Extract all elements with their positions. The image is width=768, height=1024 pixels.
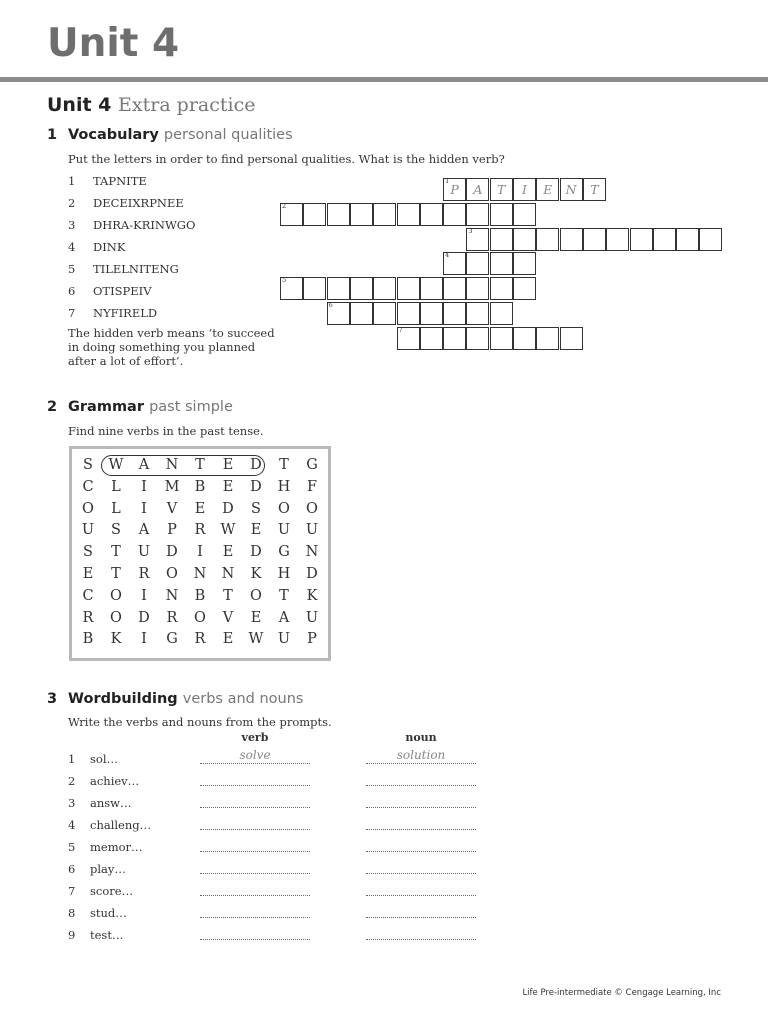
header-rule bbox=[0, 77, 768, 82]
word-search-letter[interactable]: L bbox=[111, 500, 121, 517]
crossword-cell[interactable] bbox=[466, 277, 489, 300]
word-search-letter[interactable]: O bbox=[278, 500, 290, 517]
noun-answer-field[interactable] bbox=[366, 881, 476, 896]
word-search-letter[interactable]: R bbox=[82, 609, 94, 626]
wordbuilding-prompt bbox=[68, 840, 143, 854]
word-search-letter[interactable]: M bbox=[164, 478, 180, 495]
crossword-cell[interactable] bbox=[560, 327, 583, 350]
word-search-letter[interactable]: W bbox=[220, 522, 236, 539]
word-search-letter[interactable]: C bbox=[82, 587, 94, 604]
crossword-cell[interactable] bbox=[630, 228, 653, 251]
word-search-letter[interactable]: T bbox=[279, 587, 289, 604]
word-search-letter[interactable]: R bbox=[194, 631, 206, 648]
crossword-cell[interactable] bbox=[303, 277, 326, 300]
verb-column-header: verb bbox=[241, 731, 269, 744]
crossword-cell[interactable] bbox=[536, 178, 559, 201]
crossword-cell[interactable] bbox=[397, 327, 420, 350]
word-search-letter[interactable]: S bbox=[83, 457, 93, 473]
noun-answer-field[interactable] bbox=[366, 903, 476, 918]
word-search-letter[interactable]: A bbox=[138, 457, 150, 473]
unit-title: Unit 4 bbox=[47, 21, 180, 66]
crossword-cell[interactable] bbox=[350, 302, 373, 325]
crossword-cell[interactable] bbox=[513, 327, 536, 350]
prompt-text: achiev… bbox=[90, 774, 140, 788]
crossword-cell[interactable] bbox=[513, 277, 536, 300]
crossword-cell[interactable] bbox=[490, 327, 513, 350]
word-search-letter[interactable]: I bbox=[141, 500, 147, 517]
word-search-letter[interactable]: G bbox=[306, 457, 318, 473]
word-search-letter[interactable]: E bbox=[222, 478, 234, 495]
noun-answer-field[interactable] bbox=[366, 793, 476, 808]
crossword-cell[interactable] bbox=[490, 252, 513, 275]
prompt-number: 4 bbox=[68, 818, 76, 832]
prompt-text: stud… bbox=[90, 906, 127, 920]
word-search-letter[interactable]: E bbox=[250, 522, 262, 539]
crossword-cell[interactable] bbox=[583, 228, 606, 251]
word-search-letter[interactable]: U bbox=[305, 522, 319, 539]
crossword-row-number: 2 bbox=[282, 201, 287, 210]
word-search-letter[interactable]: K bbox=[250, 566, 262, 582]
crossword-cell[interactable] bbox=[513, 228, 536, 251]
wordbuilding-prompt bbox=[68, 796, 132, 810]
clue-item bbox=[68, 306, 157, 320]
word-search-letter[interactable]: W bbox=[248, 631, 264, 648]
crossword-cell[interactable] bbox=[699, 228, 722, 251]
word-search-letter[interactable]: R bbox=[166, 609, 178, 626]
section-grammar-heading bbox=[47, 400, 233, 416]
noun-answer-field[interactable]: solution bbox=[366, 749, 476, 764]
crossword-cell[interactable] bbox=[373, 203, 396, 226]
crossword-cell[interactable] bbox=[420, 302, 443, 325]
word-search-letter[interactable]: S bbox=[251, 500, 261, 517]
word-search-letter[interactable]: O bbox=[110, 587, 122, 604]
verb-answer-field[interactable] bbox=[200, 903, 310, 918]
clue-number: 3 bbox=[68, 218, 76, 232]
crossword-cell[interactable] bbox=[327, 302, 350, 325]
prompt-text: memor… bbox=[90, 840, 143, 854]
crossword-cell[interactable] bbox=[536, 327, 559, 350]
word-search-letter[interactable]: D bbox=[250, 478, 262, 495]
clue-item bbox=[68, 240, 125, 254]
prompt-number: 3 bbox=[68, 796, 76, 810]
wordbuilding-instruction: Write the verbs and nouns from the prompts. bbox=[68, 715, 332, 729]
word-search-letter[interactable]: K bbox=[306, 587, 318, 604]
word-search-letter[interactable]: T bbox=[279, 457, 289, 473]
prompt-text: answ… bbox=[90, 796, 132, 810]
hidden-verb-note: The hidden verb means ‘to succeed in doing something you planned after a lot of effort’. bbox=[68, 326, 275, 368]
wordbuilding-prompt bbox=[68, 818, 151, 832]
word-search-letter[interactable]: V bbox=[166, 500, 178, 517]
clue-number: 6 bbox=[68, 284, 76, 298]
crossword-cell[interactable] bbox=[397, 277, 420, 300]
wordbuilding-prompt bbox=[68, 774, 139, 788]
word-search-letter[interactable]: O bbox=[306, 500, 318, 517]
word-search-letter[interactable]: G bbox=[278, 544, 290, 561]
section-vocabulary-heading bbox=[47, 128, 293, 144]
crossword-cell[interactable] bbox=[397, 302, 420, 325]
verb-answer-field[interactable]: solve bbox=[200, 749, 310, 764]
word-search-letter[interactable]: C bbox=[82, 478, 94, 495]
prompt-number: 5 bbox=[68, 840, 76, 854]
crossword-cell[interactable] bbox=[606, 228, 629, 251]
prompt-text: challeng… bbox=[90, 818, 152, 832]
crossword-cell[interactable] bbox=[513, 203, 536, 226]
word-search-letter[interactable]: N bbox=[221, 566, 235, 582]
crossword-cell[interactable] bbox=[653, 228, 676, 251]
crossword-example-letter: T bbox=[590, 182, 599, 197]
word-search-letter[interactable]: S bbox=[83, 544, 93, 561]
word-search-letter[interactable]: E bbox=[222, 544, 234, 561]
clue-text: OTISPEIV bbox=[93, 284, 152, 298]
word-search-letter[interactable]: U bbox=[277, 522, 291, 539]
crossword-example-letter: P bbox=[450, 182, 459, 197]
word-search-letter[interactable]: D bbox=[250, 457, 262, 473]
word-search-letter[interactable]: U bbox=[81, 522, 95, 539]
crossword-cell[interactable] bbox=[420, 203, 443, 226]
word-search-letter[interactable]: E bbox=[250, 609, 262, 626]
crossword-cell[interactable] bbox=[466, 327, 489, 350]
word-search-letter[interactable]: T bbox=[111, 544, 121, 561]
crossword-cell[interactable] bbox=[443, 327, 466, 350]
verb-answer-field[interactable] bbox=[200, 859, 310, 874]
word-search-letter[interactable]: V bbox=[222, 609, 234, 626]
word-search-letter[interactable]: B bbox=[194, 478, 206, 495]
crossword-cell[interactable] bbox=[466, 203, 489, 226]
crossword-cell[interactable] bbox=[490, 302, 513, 325]
prompt-number: 7 bbox=[68, 884, 76, 898]
crossword-cell[interactable] bbox=[443, 302, 466, 325]
word-search-letter[interactable]: L bbox=[111, 478, 121, 495]
word-search-letter[interactable]: K bbox=[110, 631, 122, 648]
prompt-text: test… bbox=[90, 928, 124, 942]
wordbuilding-prompt bbox=[68, 884, 133, 898]
crossword-cell[interactable] bbox=[490, 277, 513, 300]
extra-practice-heading bbox=[47, 95, 256, 116]
word-search-letter[interactable]: E bbox=[222, 631, 234, 648]
crossword-example-letter: N bbox=[565, 182, 577, 197]
section-number: 2 bbox=[47, 399, 58, 415]
word-search-letter[interactable]: O bbox=[110, 609, 122, 626]
prompt-number: 9 bbox=[68, 928, 76, 942]
crossword-example-letter: E bbox=[543, 182, 553, 197]
verb-answer-field[interactable] bbox=[200, 925, 310, 940]
clue-text: DHRA-KRINWGO bbox=[93, 218, 196, 232]
noun-answer-field[interactable] bbox=[366, 925, 476, 940]
wordbuilding-prompt bbox=[68, 906, 127, 920]
crossword-cell[interactable] bbox=[583, 178, 606, 201]
word-search-letter[interactable]: O bbox=[82, 500, 94, 517]
crossword-row-number: 7 bbox=[398, 325, 403, 334]
word-search-letter[interactable]: I bbox=[197, 544, 203, 561]
word-search-letter[interactable]: U bbox=[277, 631, 291, 648]
crossword-row-number: 5 bbox=[282, 276, 287, 285]
crossword-cell[interactable] bbox=[560, 178, 583, 201]
word-search-letter[interactable]: S bbox=[111, 522, 121, 539]
word-search-letter[interactable]: B bbox=[194, 587, 206, 604]
crossword-cell[interactable] bbox=[420, 327, 443, 350]
section-title: Wordbuilding bbox=[68, 691, 178, 707]
word-search-letter[interactable]: H bbox=[277, 566, 291, 582]
verb-answer-field[interactable] bbox=[200, 793, 310, 808]
wordbuilding-prompt bbox=[68, 862, 126, 876]
section-title: Grammar bbox=[68, 399, 144, 415]
word-search-letter[interactable]: E bbox=[222, 457, 234, 473]
word-search-letter[interactable]: R bbox=[194, 522, 206, 539]
crossword-cell[interactable] bbox=[560, 228, 583, 251]
word-search-letter[interactable]: R bbox=[138, 566, 150, 582]
extra-title: Extra practice bbox=[118, 94, 256, 116]
noun-answer-field[interactable] bbox=[366, 837, 476, 852]
word-search-letter[interactable]: I bbox=[141, 631, 147, 648]
crossword-cell[interactable] bbox=[466, 178, 489, 201]
word-search-letter[interactable]: H bbox=[277, 478, 291, 495]
word-search-letter[interactable]: G bbox=[166, 631, 178, 648]
crossword-cell[interactable] bbox=[350, 277, 373, 300]
crossword-row-number: 3 bbox=[468, 226, 473, 235]
word-search-letter[interactable]: U bbox=[305, 609, 319, 626]
crossword-cell[interactable] bbox=[490, 203, 513, 226]
vocabulary-instruction: Put the letters in order to find personal qualities. What is the hidden verb? bbox=[68, 152, 505, 166]
crossword-cell[interactable] bbox=[676, 228, 699, 251]
crossword-cell[interactable] bbox=[443, 277, 466, 300]
crossword-cell[interactable] bbox=[513, 178, 536, 201]
crossword-cell[interactable] bbox=[350, 203, 373, 226]
verb-answer-field[interactable] bbox=[200, 837, 310, 852]
word-search-letter[interactable]: T bbox=[223, 587, 233, 604]
crossword-cell[interactable] bbox=[303, 203, 326, 226]
word-search-letter[interactable]: T bbox=[111, 566, 121, 582]
clue-number: 2 bbox=[68, 196, 76, 210]
section-subtitle: verbs and nouns bbox=[182, 691, 304, 707]
crossword-cell[interactable] bbox=[443, 252, 466, 275]
word-search-letter[interactable]: B bbox=[82, 631, 94, 648]
word-search-letter[interactable]: O bbox=[166, 566, 178, 582]
clue-item bbox=[68, 174, 147, 188]
crossword-row-number: 4 bbox=[445, 251, 450, 260]
verb-answer-field[interactable] bbox=[200, 815, 310, 830]
word-search-letter[interactable]: P bbox=[167, 522, 177, 539]
crossword-example-letter: T bbox=[497, 182, 506, 197]
word-search-letter[interactable]: U bbox=[137, 544, 151, 561]
crossword-cell[interactable] bbox=[443, 203, 466, 226]
crossword-row-number: 6 bbox=[328, 301, 333, 309]
word-search-letter[interactable]: D bbox=[166, 544, 178, 561]
clue-text: DECEIXRPNEE bbox=[93, 196, 184, 210]
prompt-number: 8 bbox=[68, 906, 76, 920]
clue-item bbox=[68, 218, 195, 232]
clue-text: DINK bbox=[93, 240, 126, 254]
word-search-letter[interactable]: W bbox=[108, 457, 124, 473]
crossword-cell[interactable] bbox=[327, 277, 350, 300]
footer-copyright: Life Pre-intermediate © Cengage Learning, Inc bbox=[522, 988, 721, 998]
wordbuilding-prompt bbox=[68, 752, 118, 766]
noun-answer-field[interactable] bbox=[366, 859, 476, 874]
word-search-letter[interactable]: D bbox=[138, 609, 150, 626]
word-search-letter[interactable]: A bbox=[278, 609, 290, 626]
word-search-letter[interactable]: D bbox=[250, 544, 262, 561]
grammar-instruction: Find nine verbs in the past tense. bbox=[68, 424, 264, 438]
clue-text: NYFIRELD bbox=[93, 306, 158, 320]
clue-number: 5 bbox=[68, 262, 76, 276]
prompt-number: 6 bbox=[68, 862, 76, 876]
noun-answer-field[interactable] bbox=[366, 771, 476, 786]
crossword-cell[interactable] bbox=[443, 178, 466, 201]
clue-item bbox=[68, 284, 152, 298]
crossword-cell[interactable] bbox=[466, 228, 489, 251]
clue-number: 7 bbox=[68, 306, 76, 320]
clue-text: TILELNITENG bbox=[93, 262, 179, 276]
noun-column-header: noun bbox=[405, 731, 437, 744]
verb-answer-field[interactable] bbox=[200, 771, 310, 786]
prompt-text: play… bbox=[90, 862, 126, 876]
crossword-cell[interactable] bbox=[280, 277, 303, 300]
word-search-letter[interactable]: N bbox=[305, 544, 319, 561]
prompt-text: score… bbox=[90, 884, 134, 898]
prompt-number: 2 bbox=[68, 774, 76, 788]
crossword-row-number: 1 bbox=[445, 177, 450, 185]
section-wordbuilding-heading bbox=[47, 692, 303, 708]
crossword-cell[interactable] bbox=[466, 252, 489, 275]
word-search-letter[interactable]: A bbox=[138, 522, 150, 539]
clue-item bbox=[68, 196, 184, 210]
word-search-letter[interactable]: D bbox=[222, 500, 234, 517]
prompt-text: sol… bbox=[90, 752, 119, 766]
crossword-cell[interactable] bbox=[373, 302, 396, 325]
word-search-letter[interactable]: N bbox=[165, 457, 179, 473]
crossword-cell[interactable] bbox=[466, 302, 489, 325]
crossword-example-letter: I bbox=[522, 182, 527, 197]
clue-text: TAPNITE bbox=[93, 174, 147, 188]
section-subtitle: personal qualities bbox=[163, 127, 293, 143]
crossword-cell[interactable] bbox=[373, 277, 396, 300]
word-search-letter[interactable]: D bbox=[306, 566, 318, 582]
section-title: Vocabulary bbox=[68, 127, 159, 143]
word-search-letter[interactable]: N bbox=[165, 587, 179, 604]
word-search-letter[interactable]: F bbox=[306, 478, 318, 495]
word-search-letter[interactable]: O bbox=[250, 587, 262, 604]
prompt-number: 1 bbox=[68, 752, 76, 766]
word-search-letter[interactable]: I bbox=[141, 478, 147, 495]
crossword-cell[interactable] bbox=[420, 277, 443, 300]
word-search-letter[interactable]: E bbox=[82, 566, 94, 582]
word-search-letter[interactable]: N bbox=[193, 566, 207, 582]
word-search-letter[interactable]: I bbox=[141, 587, 147, 604]
wordbuilding-prompt bbox=[68, 928, 123, 942]
crossword-cell[interactable] bbox=[536, 228, 559, 251]
word-search-letter[interactable]: P bbox=[307, 631, 317, 648]
clue-number: 1 bbox=[68, 174, 76, 188]
crossword-cell[interactable] bbox=[327, 203, 350, 226]
crossword-cell[interactable] bbox=[513, 252, 536, 275]
word-search-letter[interactable]: E bbox=[194, 500, 206, 517]
section-number: 1 bbox=[47, 127, 58, 143]
word-search-letter[interactable]: O bbox=[194, 609, 206, 626]
section-number: 3 bbox=[47, 691, 58, 707]
crossword-cell[interactable] bbox=[490, 228, 513, 251]
crossword-cell[interactable] bbox=[280, 203, 303, 226]
crossword-example-letter: A bbox=[473, 182, 483, 197]
clue-number: 4 bbox=[68, 240, 76, 254]
extra-unit-label: Unit 4 bbox=[47, 94, 112, 116]
section-subtitle: past simple bbox=[149, 399, 233, 415]
noun-answer-field[interactable] bbox=[366, 815, 476, 830]
verb-answer-field[interactable] bbox=[200, 881, 310, 896]
word-search-letter[interactable]: T bbox=[195, 457, 205, 473]
crossword-cell[interactable] bbox=[397, 203, 420, 226]
clue-item bbox=[68, 262, 179, 276]
crossword-cell[interactable] bbox=[490, 178, 513, 201]
